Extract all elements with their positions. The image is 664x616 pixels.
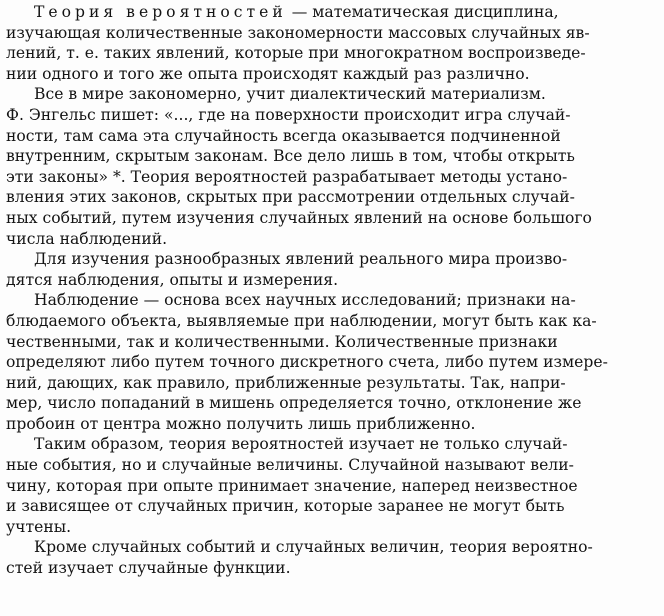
document-text bbox=[6, 2, 658, 579]
text-line: Таким образом, теория вероятностей изучает не только случай- bbox=[34, 435, 568, 454]
text-line: Кроме случайных событий и случайных величин, теория вероятно- bbox=[34, 538, 593, 557]
text-line: определяют либо путем точного дискретного счета, либо путем измере- bbox=[6, 353, 608, 372]
text-line: числа наблюдений. bbox=[6, 229, 168, 248]
paragraph-1 bbox=[6, 2, 658, 84]
text-line: внутренним, скрытым законам. Все дело лишь в том, чтобы открыть bbox=[6, 147, 575, 166]
text-line: блюдаемого объекта, выявляемые при наблюдении, могут быть как ка- bbox=[6, 311, 597, 330]
text-line: вления этих законов, скрытых при рассмотрении отдельных случай- bbox=[6, 188, 575, 207]
text-line: изучающая количественные закономерности массовых случайных яв- bbox=[6, 23, 590, 42]
text-line: чественными, так и количественными. Количественные признаки bbox=[6, 332, 558, 351]
text-line: нии одного и того же опыта происходят каждый раз различно. bbox=[6, 64, 530, 83]
text-line: учтены. bbox=[6, 517, 72, 536]
text-line: и зависящее от случайных причин, которые заранее не могут быть bbox=[6, 497, 565, 516]
text-line: лений, т. е. таких явлений, которые при многократном воспроизведе- bbox=[6, 44, 586, 63]
paragraph-5 bbox=[6, 434, 658, 537]
paragraph-2 bbox=[6, 84, 658, 249]
text-line: Для изучения разнообразных явлений реального мира произво- bbox=[34, 250, 568, 269]
text-line: ные события, но и случайные величины. Случайной называют вели- bbox=[6, 456, 574, 475]
paragraph-3 bbox=[6, 249, 658, 290]
text-line: чину, которая при опыте принимает значение, наперед неизвестное bbox=[6, 476, 578, 495]
text-line: дятся наблюдения, опыты и измерения. bbox=[6, 270, 339, 289]
text-line: стей изучает случайные функции. bbox=[6, 559, 291, 578]
defined-term: Теория вероятностей bbox=[34, 3, 287, 21]
text-line: Все в мире закономерно, учит диалектический материализм. bbox=[34, 85, 546, 104]
text-line: Ф. Энгельс пишет: «..., где на поверхности происходит игра случай- bbox=[6, 105, 571, 124]
text-line: Наблюдение — основа всех научных исследований; признаки на- bbox=[34, 291, 576, 310]
text-line: Теория вероятностей — математическая дисциплина, bbox=[34, 3, 559, 21]
text-line: эти законы» *. Теория вероятностей разрабатывает методы устано- bbox=[6, 167, 568, 186]
text-line: ний, дающих, как правило, приближенные результаты. Так, напри- bbox=[6, 373, 566, 392]
text-line: мер, число попаданий в мишень определяется точно, отклонение же bbox=[6, 394, 582, 413]
paragraph-4 bbox=[6, 290, 658, 434]
text-line: ности, там сама эта случайность всегда оказывается подчиненной bbox=[6, 126, 561, 145]
paragraph-6 bbox=[6, 537, 658, 578]
text-line: ных событий, путем изучения случайных явлений на основе большого bbox=[6, 208, 592, 227]
text-line: пробоин от центра можно получить лишь приближенно. bbox=[6, 414, 476, 433]
